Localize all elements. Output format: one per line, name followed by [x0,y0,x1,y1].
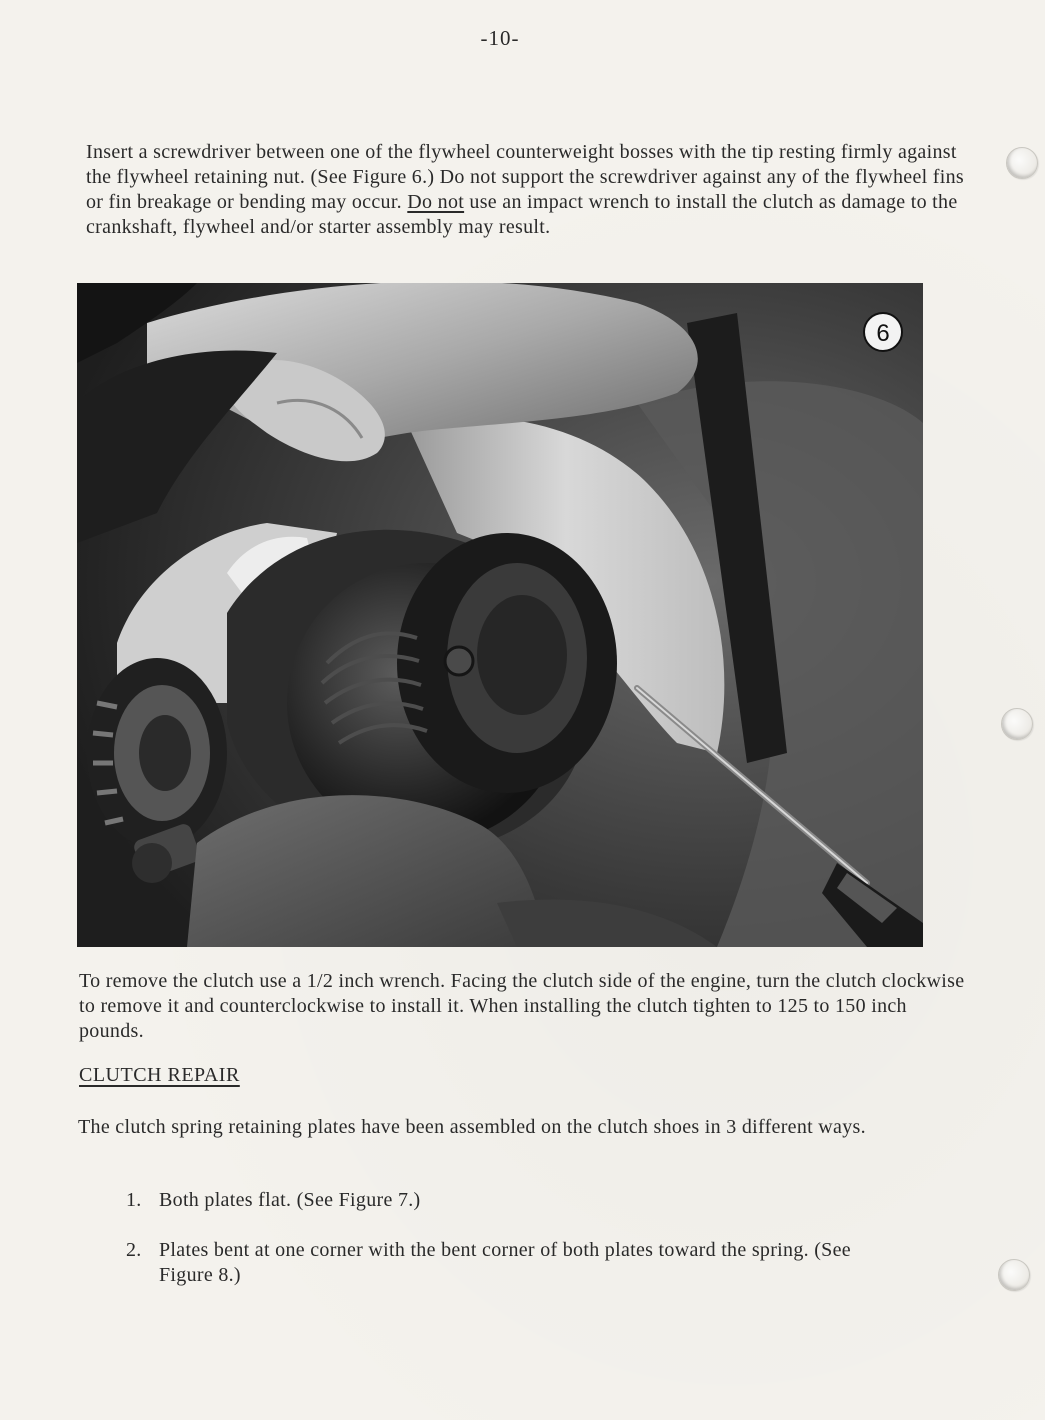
list-item-number: 1. [126,1189,142,1211]
list-item-text: Both plates flat. (See Figure 7.) [159,1189,421,1211]
paragraph-remove-clutch: To remove the clutch use a 1/2 inch wrench. Facing the clutch side of the engine, turn the clutch clockwise to remove it and counterclockwise to install it. When installing the clutch tighten to 125 to 150 inch pounds. [79,970,965,1042]
binder-hole [1001,708,1033,740]
binder-hole [1006,147,1038,179]
paragraph-screwdriver-instructions [86,140,966,240]
paragraph-text: use an impact wrench to install the clutch as damage to the crankshaft, flywheel and/or starter assembly may result. [86,191,958,238]
page-number: -10- [480,26,520,50]
paragraph-clutch-plates: The clutch spring retaining plates have been assembled on the clutch shoes in 3 different ways. [78,1116,866,1138]
binder-hole [998,1259,1030,1291]
list-item-number: 2. [126,1239,142,1261]
list-item-text: Plates bent at one corner with the bent corner of both plates toward the spring. (See Figure 8.) [159,1239,851,1286]
paragraph-text: Insert a screwdriver between one of the flywheel counterweight bosses with the tip resting firmly against the flywheel retaining nut. (See Figure 6.) Do not support the screwdriver against any of the flywheel fins or fin breakage or bending may occur. [86,141,964,213]
underlined-warning: Do not [407,191,465,213]
figure-number-label: 6 [876,320,890,347]
figure-6-photo [77,283,923,947]
section-heading: CLUTCH REPAIR [79,1064,240,1086]
photo-illustration [77,283,923,947]
